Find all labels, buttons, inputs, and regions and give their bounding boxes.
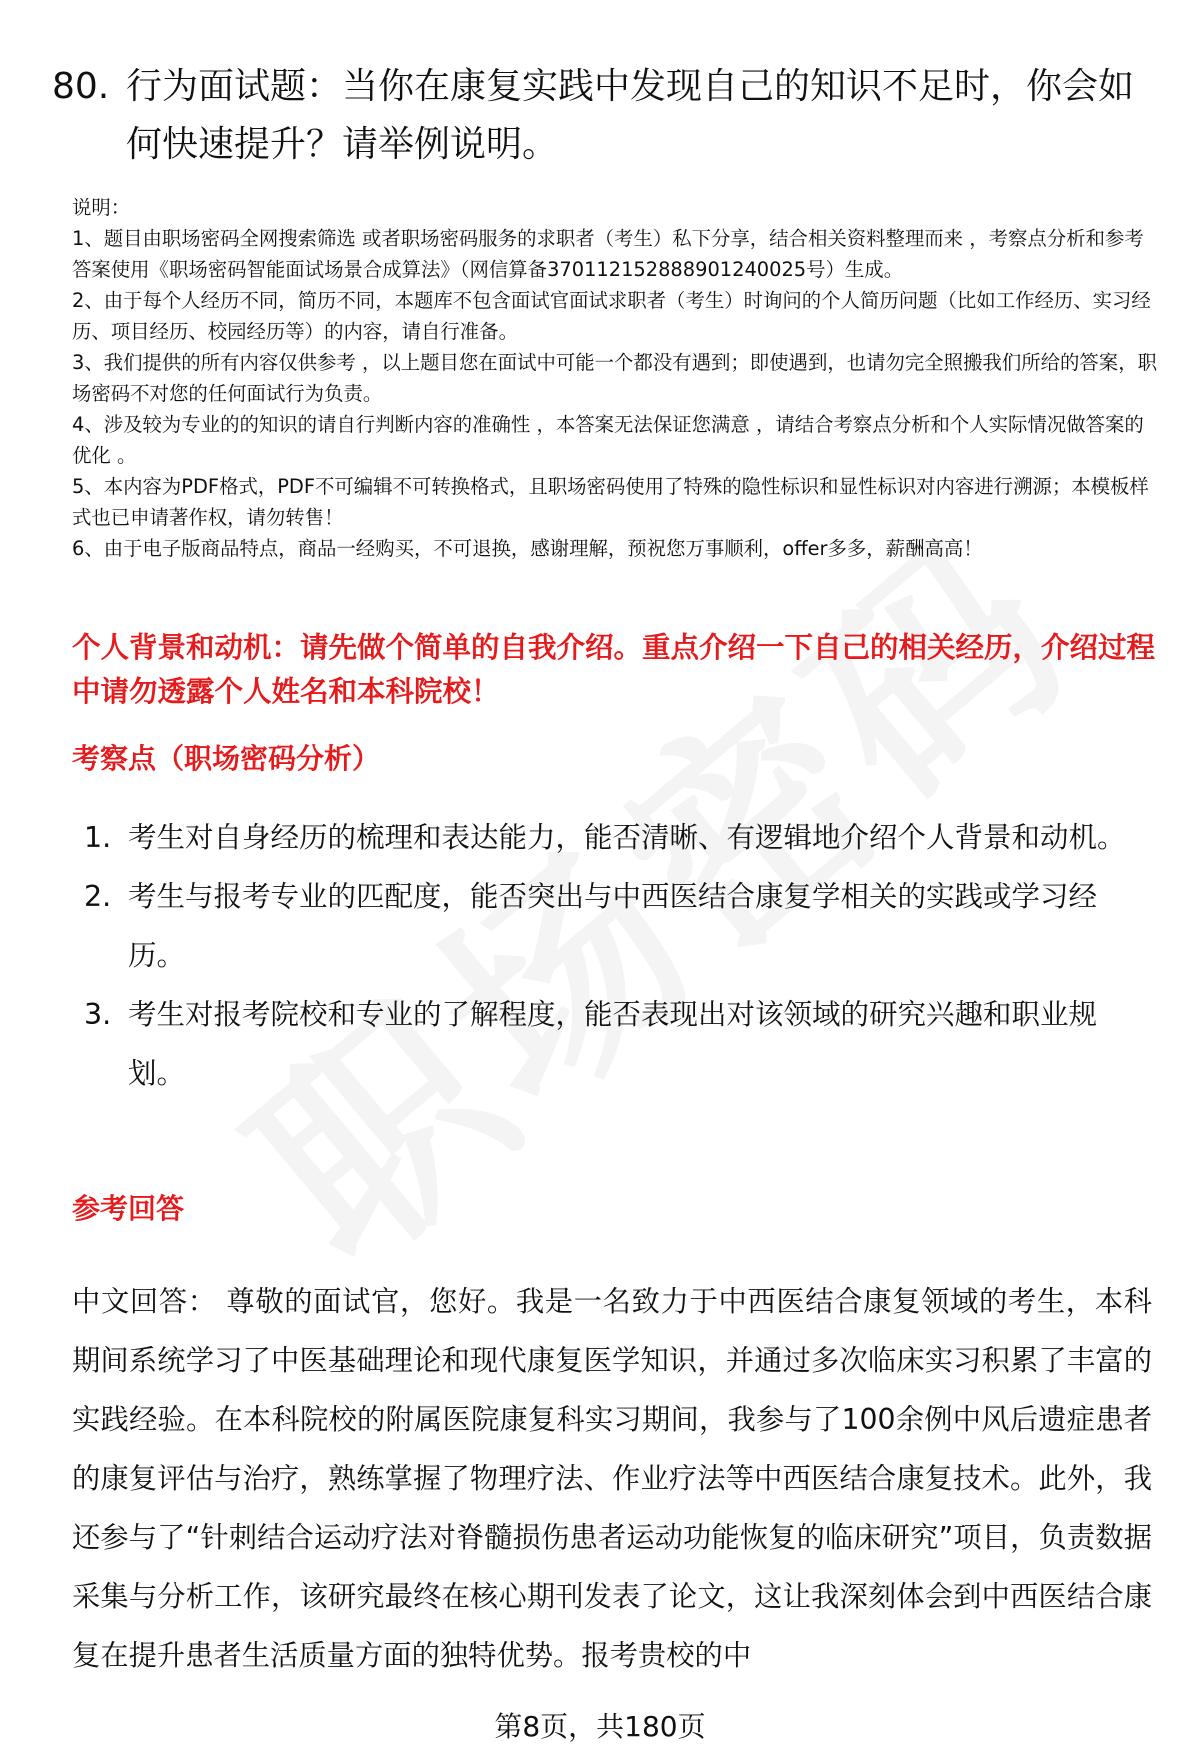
question-text: 行为面试题：当你在康复实践中发现自己的知识不足时，你会如何快速提升？请举例说明。 bbox=[126, 66, 1135, 165]
notes-section bbox=[72, 192, 1158, 564]
point-text: 考生与报考专业的匹配度，能否突出与中西医结合康复学相关的实践或学习经历。 bbox=[128, 880, 1098, 972]
question-number: 80. bbox=[52, 66, 110, 107]
point-number: 3. bbox=[84, 998, 112, 1031]
intro-prompt: 个人背景和动机：请先做个简单的自我介绍。重点介绍一下自己的相关经历，介绍过程中请勿透露个人姓名和本科院校！ bbox=[72, 631, 1156, 708]
assessment-point bbox=[84, 867, 1144, 985]
note-item: 1、题目由职场密码全网搜索筛选 或者职场密码服务的求职者（考生）私下分享，结合相关资料整理而来 ，考察点分析和参考答案使用《职场密码智能面试场景合成算法》（网信算备370112152888901240025号）生成。 bbox=[72, 227, 1144, 281]
answer-heading: 参考回答 bbox=[72, 1192, 185, 1225]
assessment-point bbox=[84, 808, 1144, 867]
point-text: 考生对报考院校和专业的了解程度，能否表现出对该领域的研究兴趣和职业规划。 bbox=[128, 998, 1098, 1090]
point-number: 2. bbox=[84, 880, 112, 913]
note-item: 2、由于每个人经历不同，简历不同，本题库不包含面试官面试求职者（考生）时询问的个人简历问题（比如工作经历、实习经历、项目经历、校园经历等）的内容，请自行准备。 bbox=[72, 289, 1151, 343]
assessment-heading: 考察点（职场密码分析） bbox=[72, 742, 381, 775]
page-footer: 第8页，共180页 bbox=[494, 1710, 706, 1743]
assessment-point bbox=[84, 985, 1144, 1103]
point-number: 1. bbox=[84, 821, 112, 854]
notes-title: 说明： bbox=[72, 196, 131, 219]
question bbox=[52, 58, 1152, 174]
point-text: 考生对自身经历的梳理和表达能力，能否清晰、有逻辑地介绍个人背景和动机。 bbox=[128, 821, 1126, 854]
note-item: 5、本内容为PDF格式，PDF不可编辑不可转换格式，且职场密码使用了特殊的隐性标识和显性标识对内容进行溯源；本模板样式也已申请著作权，请勿转售！ bbox=[72, 475, 1149, 529]
note-item: 3、我们提供的所有内容仅供参考 ，以上题目您在面试中可能一个都没有遇到；即使遇到，也请勿完全照搬我们所给的答案，职场密码不对您的任何面试行为负责。 bbox=[72, 351, 1157, 405]
note-item: 6、由于电子版商品特点，商品一经购买，不可退换，感谢理解，预祝您万事顺利，offer多多，薪酬高高！ bbox=[72, 537, 983, 560]
note-item: 4、涉及较为专业的的知识的请自行判断内容的准确性 ，本答案无法保证您满意 ，请结合考察点分析和个人实际情况做答案的优化 。 bbox=[72, 413, 1144, 467]
assessment-points bbox=[84, 808, 1144, 1103]
answer-text: 中文回答： 尊敬的面试官，您好。我是一名致力于中西医结合康复领域的考生，本科期间系统学习了中医基础理论和现代康复医学知识，并通过多次临床实习积累了丰富的实践经验。在本科院校的附属医院康复科实习期间，我参与了100余例中风后遗症患者的康复评估与治疗，熟练掌握了物理疗法、作业疗法等中西医结合康复技术。此外，我还参与了“针刺结合运动疗法对脊髓损伤患者运动功能恢复的临床研究”项目，负责数据采集与分析工作，该研究最终在核心期刊发表了论文，这让我深刻体会到中西医结合康复在提升患者生活质量方面的独特优势。报考贵校的中 bbox=[72, 1285, 1152, 1672]
